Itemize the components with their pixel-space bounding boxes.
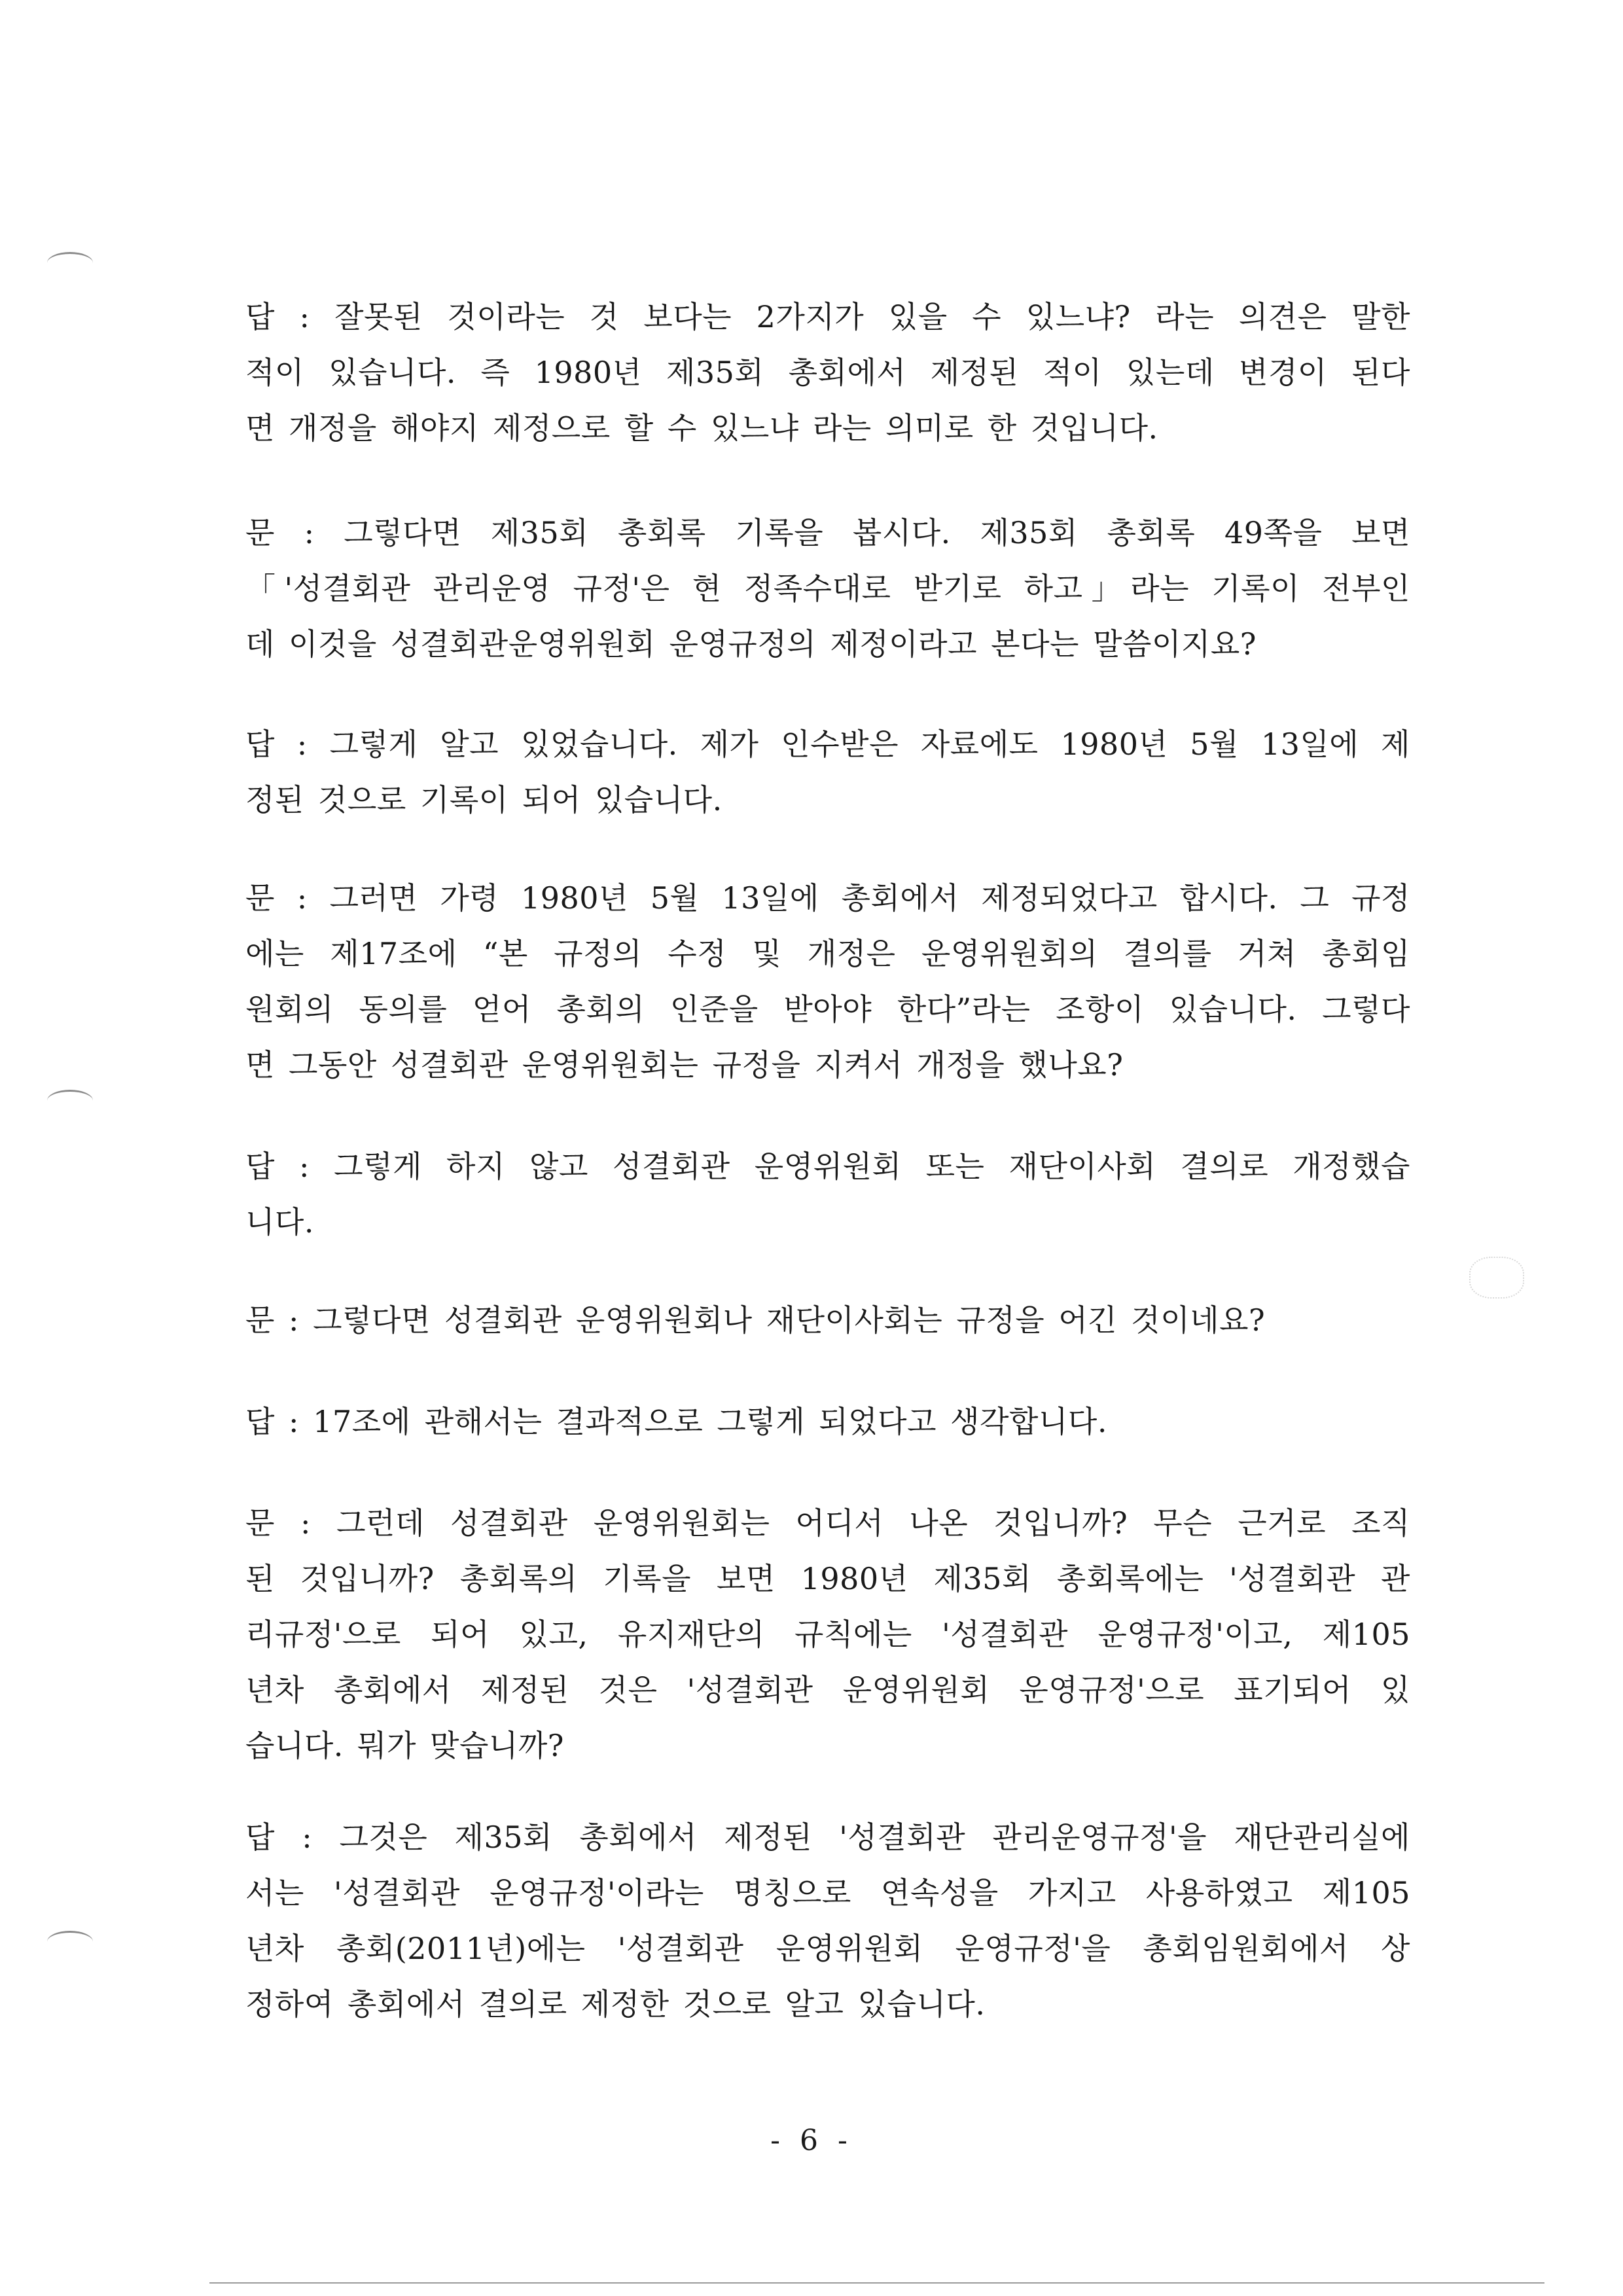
question-paragraph: [245, 1496, 1410, 1774]
answer-paragraph: [245, 717, 1410, 828]
text-line: 정하여 총회에서 결의로 제정한 것으로 알고 있습니다.: [245, 1986, 986, 2022]
question-paragraph: [245, 870, 1410, 1093]
bottom-divider: [209, 2282, 1544, 2284]
text-line: 습니다. 뭐가 맞습니까?: [245, 1728, 564, 1763]
text-line: 년차 총회(2011년)에는 '성결회관 운영위원회 운영규정'을 총회임원회에서 상: [245, 1931, 1410, 1966]
text-line: 리규정'으로 되어 있고, 유지재단의 규칙에는 '성결회관 운영규정'이고, 제105: [245, 1617, 1410, 1652]
text-line: 니다.: [245, 1204, 314, 1240]
answer-paragraph: [245, 1139, 1410, 1250]
answer-paragraph: [245, 1810, 1410, 2032]
punch-hole-mark: [47, 252, 93, 274]
text-line: 년차 총회에서 제정된 것은 '성결회관 운영위원회 운영규정'으로 표기되어 있: [245, 1672, 1410, 1708]
text-line: 답 : 그렇게 알고 있었습니다. 제가 인수받은 자료에도 1980년 5월 13일에 제: [245, 726, 1410, 762]
text-line: 문 : 그러면 가령 1980년 5월 13일에 총회에서 제정되었다고 합시다. 그 규정: [245, 880, 1410, 916]
text-line: 문 : 그렇다면 성결회관 운영위원회나 재단이사회는 규정을 어긴 것이네요?: [245, 1302, 1266, 1338]
text-line: 답 : 그것은 제35회 총회에서 제정된 '성결회관 관리운영규정'을 재단관리실에: [245, 1820, 1410, 1855]
text-line: 된 것입니까? 총회록의 기록을 보면 1980년 제35회 총회록에는 '성결회관 관: [245, 1561, 1410, 1596]
text-line: 문 : 그렇다면 제35회 총회록 기록을 봅시다. 제35회 총회록 49쪽을 보면: [245, 515, 1410, 550]
text-line: 면 그동안 성결회관 운영위원회는 규정을 지켜서 개정을 했나요?: [245, 1047, 1124, 1083]
text-line: 면 개정을 해야지 제정으로 할 수 있느냐 라는 의미로 한 것입니다.: [245, 410, 1158, 446]
answer-paragraph: [245, 289, 1410, 456]
text-line: 「'성결회관 관리운영 규정'은 현 정족수대로 받기로 하고」라는 기록이 전부인: [245, 571, 1410, 606]
text-line: 문 : 그런데 성결회관 운영위원회는 어디서 나온 것입니까? 무슨 근거로 조직: [245, 1505, 1410, 1541]
text-line: 답 : 17조에 관해서는 결과적으로 그렇게 되었다고 생각합니다.: [245, 1404, 1107, 1439]
text-line: 답 : 그렇게 하지 않고 성결회관 운영위원회 또는 재단이사회 결의로 개정했습: [245, 1149, 1410, 1184]
text-line: 적이 있습니다. 즉 1980년 제35회 총회에서 제정된 적이 있는데 변경이 된다: [245, 355, 1410, 390]
question-paragraph: [245, 1293, 1410, 1348]
text-line: 데 이것을 성결회관운영위원회 운영규정의 제정이라고 본다는 말씀이지요?: [245, 626, 1257, 662]
question-paragraph: [245, 505, 1410, 672]
punch-hole-mark: [47, 1090, 93, 1111]
page-number: - 6 -: [770, 2124, 853, 2157]
text-line: 원회의 동의를 얻어 총회의 인준을 받아야 한다”라는 조항이 있습니다. 그렇다: [245, 992, 1410, 1027]
text-line: 서는 '성결회관 운영규정'이라는 명칭으로 연속성을 가지고 사용하였고 제105: [245, 1875, 1410, 1910]
punch-hole-mark: [47, 1931, 93, 1952]
answer-paragraph: [245, 1394, 1410, 1450]
faint-stamp-mark: [1469, 1257, 1524, 1299]
text-line: 에는 제17조에 “본 규정의 수정 및 개정은 운영위원회의 결의를 거쳐 총회임: [245, 936, 1410, 971]
text-line: 정된 것으로 기록이 되어 있습니다.: [245, 782, 722, 817]
text-line: 답 : 잘못된 것이라는 것 보다는 2가지가 있을 수 있느냐? 라는 의견은 말한: [245, 299, 1410, 334]
